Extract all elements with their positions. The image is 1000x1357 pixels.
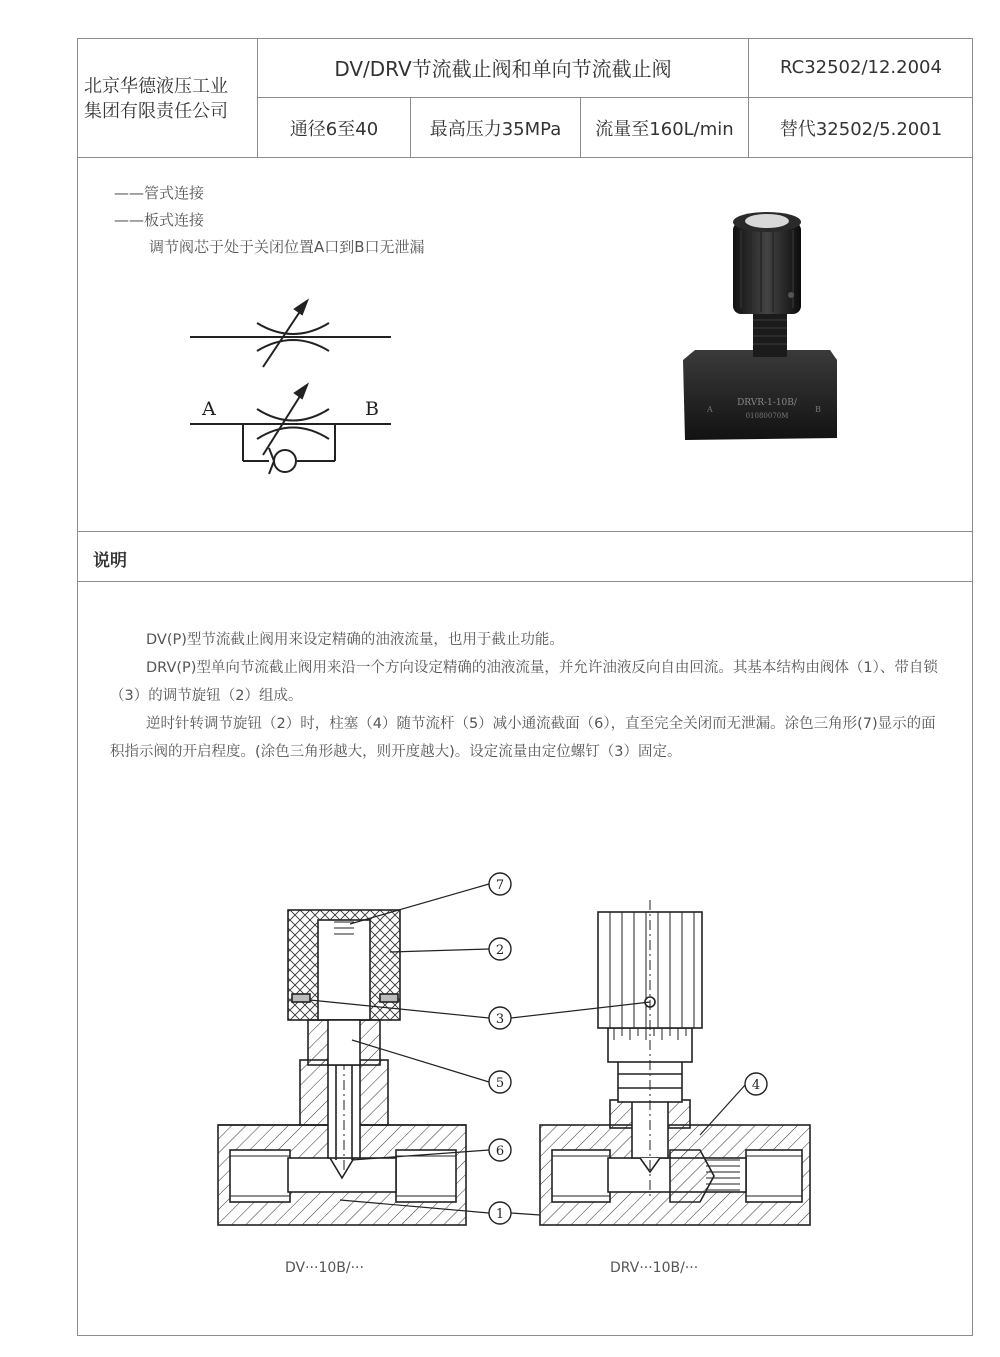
photo-port-b: B [815, 405, 821, 414]
drv-section-view [540, 900, 810, 1225]
hydraulic-symbol [185, 285, 400, 485]
document-title: DV/DRV节流截止阀和单向节流截止阀 [334, 57, 672, 81]
callout-label-4: 4 [751, 1078, 761, 1093]
feature-item: 调节阀芯于处于关闭位置A口到B口无泄漏 [149, 238, 425, 256]
section-title: 说明 [93, 551, 127, 571]
company-name [84, 74, 228, 124]
callout-label-2: 2 [495, 943, 505, 958]
callout-label-6: 6 [495, 1144, 505, 1159]
section-divider [77, 581, 973, 582]
port-b-label: B [365, 398, 379, 420]
company-line-2: 集团有限责任公司 [84, 101, 228, 122]
document-code: RC32502/12.2004 [780, 57, 942, 78]
description-paragraph: 逆时针转调节旋钮（2）时，柱塞（4）随节流杆（5）减小通流截面（6），直至完全关闭而无泄漏。涂色三角形(7)显示的面积指示阀的开启程度。(涂色三角形越大，则开度越大)。设定流量由定位螺钉（3）固定。 [110, 716, 936, 760]
callout-label-5: 5 [495, 1076, 505, 1091]
cross-section-drawing [200, 860, 840, 1250]
company-line-1: 北京华德液压工业 [84, 76, 228, 97]
photo-serial: 01080070M [745, 412, 789, 420]
description-paragraph: DRV(P)型单向节流截止阀用来沿一个方向设定精确的油液流量，并允许油液反向自由回流。其基本结构由阀体（1）、带自锁（3）的调节旋钮（2）组成。 [110, 660, 938, 704]
caption-drv: DRV···10B/··· [610, 1260, 699, 1276]
description-paragraph: DV(P)型节流截止阀用来设定精确的油液流量，也用于截止功能。 [146, 632, 564, 648]
feature-item: ——管式连接 [114, 184, 205, 202]
callout-label-7: 7 [495, 878, 505, 893]
replaces-note: 替代32502/5.2001 [779, 118, 943, 140]
feature-item: ——板式连接 [114, 211, 205, 229]
callout-label-1: 1 [495, 1207, 505, 1222]
port-a-label: A [202, 398, 216, 420]
spec-diameter: 通径6至40 [289, 118, 379, 140]
photo-port-a: A [707, 405, 713, 414]
callout-label-3: 3 [495, 1012, 505, 1027]
feature-list [114, 180, 425, 261]
product-photo [675, 200, 845, 450]
photo-engraving: DRVR-1-10B/ [737, 398, 797, 408]
spec-flow: 流量至160L/min [595, 118, 734, 140]
spec-pressure: 最高压力35MPa [429, 118, 562, 140]
caption-dv: DV···10B/··· [285, 1260, 364, 1276]
section-divider [77, 531, 973, 532]
description [110, 626, 948, 766]
dv-section-view [218, 910, 466, 1225]
header-bottom-border [77, 157, 973, 158]
